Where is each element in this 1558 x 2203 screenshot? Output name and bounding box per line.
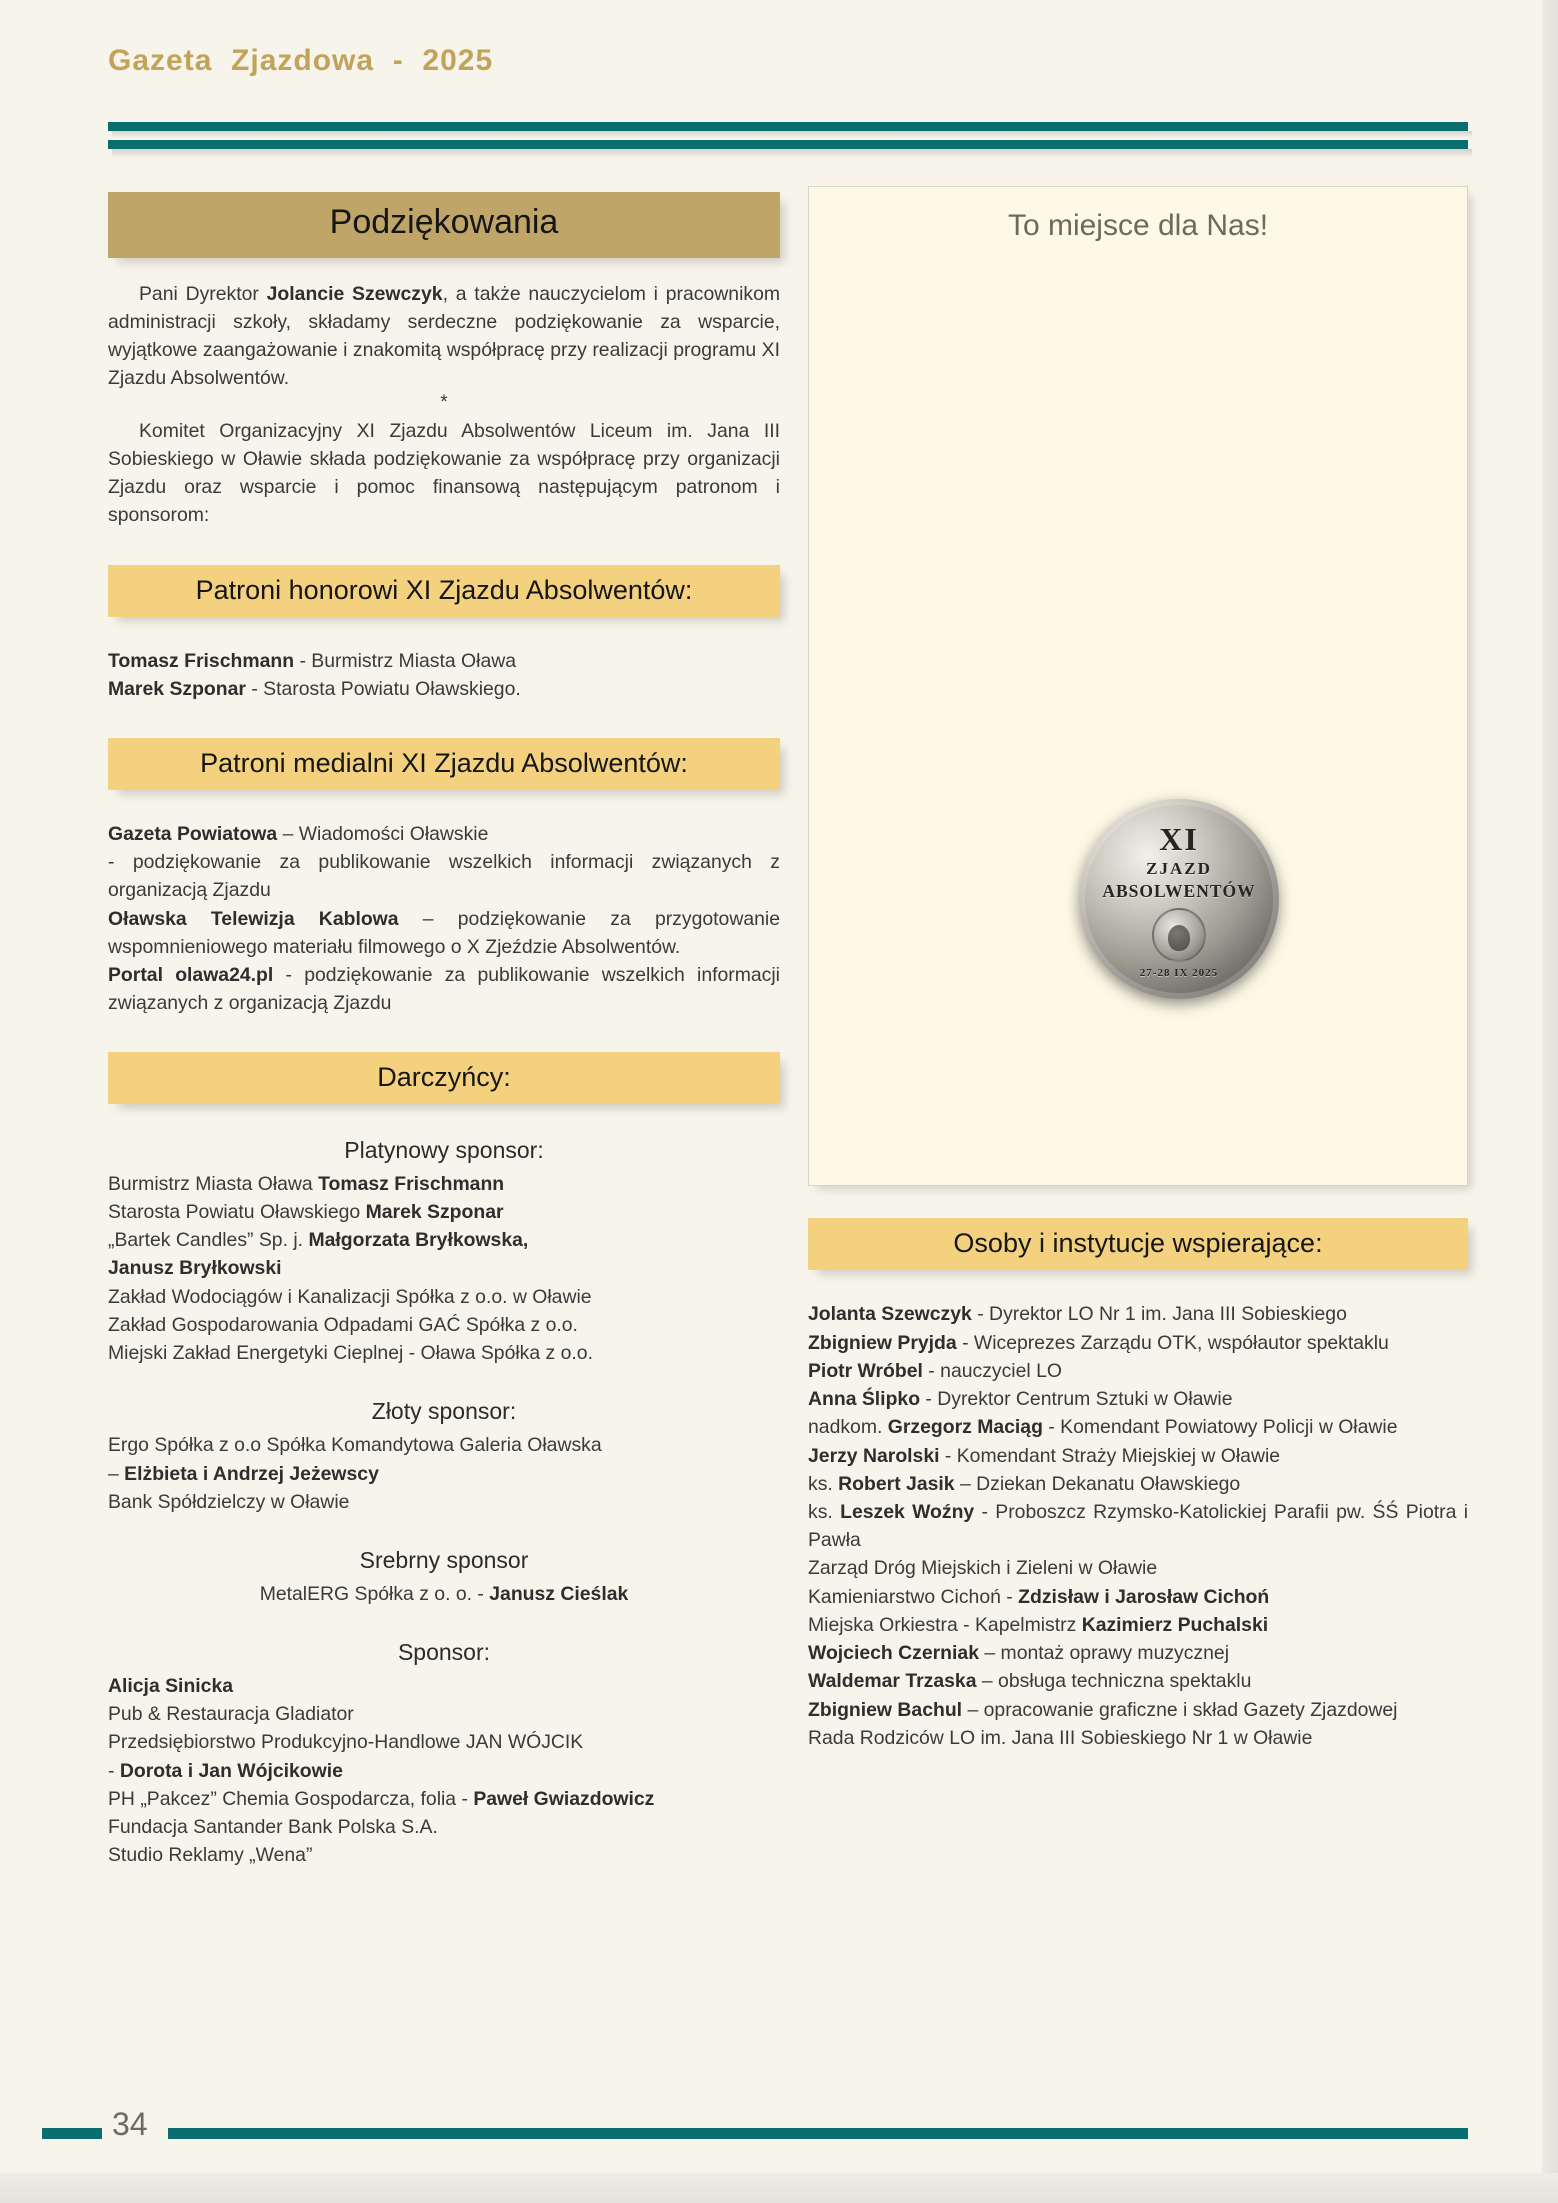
intro-bold: Jolancie Szewczyk: [266, 282, 443, 305]
list-item: Alicja Sinicka: [108, 1675, 234, 1698]
list-item: – Elżbieta i Andrzej Jeżewscy: [108, 1462, 379, 1485]
footer-page-number: 34: [112, 2106, 148, 2142]
subhead-platinum: Platynowy sponsor:: [344, 1136, 544, 1163]
list-item: Fundacja Santander Bank Polska S.A.: [108, 1816, 438, 1839]
supporters-list: [808, 1300, 1468, 1752]
right-column: [808, 186, 1468, 1752]
list-item: MetalERG Spółka z o. o. - Janusz Cieślak: [259, 1582, 629, 1605]
list-item: Anna Ślipko - Dyrektor Centrum Sztuki w Oławie: [808, 1388, 1233, 1411]
media-name: Gazeta Powiatowa: [108, 822, 278, 845]
band-patroni-honorowi: Patroni honorowi XI Zjazdu Absolwentów:: [108, 565, 780, 617]
list-item: „Bartek Candles” Sp. j. Małgorzata Bryłkowska,: [108, 1229, 529, 1252]
list-item: [108, 647, 780, 675]
subhead-sponsor: Sponsor:: [397, 1639, 491, 1666]
list-item: Pub & Restauracja Gladiator: [108, 1703, 354, 1726]
footer-dash: [42, 2128, 102, 2139]
gold-sponsor-list: [108, 1431, 780, 1516]
honorary-role: - Burmistrz Miasta Oława: [294, 650, 517, 673]
footer-rule: [168, 2128, 1468, 2139]
paragraph-separator-asterisk: *: [440, 391, 448, 413]
list-item: Miejska Orkiestra - Kapelmistrz Kazimierz Puchalski: [808, 1613, 1269, 1636]
second-paragraph: Komitet Organizacyjny XI Zjazdu Absolwentów Liceum im. Jana III Sobieskiego w Oławie składa podziękowanie za współpracę przy organizacji Zjazdu oraz wsparcie i pomoc finansową następującym patronom i sponsorom:: [108, 419, 780, 526]
band-patroni-medialni: Patroni medialni XI Zjazdu Absolwentów:: [108, 738, 780, 790]
media-name: Portal olawa24.pl: [108, 964, 274, 987]
page-edge-bottom: [0, 2173, 1558, 2203]
masthead-title: Gazeta Zjazdowa - 2025: [108, 44, 494, 77]
subhead-silver: Srebrny sponsor: [359, 1547, 529, 1573]
medal-line-3: ABSOLWENTÓW: [1102, 881, 1256, 901]
list-item: Wojciech Czerniak – montaż oprawy muzycznej: [808, 1642, 1230, 1665]
media-role: - podziękowanie za publikowanie wszelkich informacji związanych z organizacją Zjazdu: [108, 851, 780, 902]
list-item: Jerzy Narolski - Komendant Straży Miejskiej w Oławie: [808, 1444, 1281, 1467]
intro-paragraph: [108, 280, 780, 392]
list-item: [108, 820, 780, 848]
list-item: Waldemar Trzaska – obsługa techniczna spektaklu: [808, 1670, 1252, 1693]
list-item: Jolanta Szewczyk - Dyrektor LO Nr 1 im. Jana III Sobieskiego: [808, 1303, 1347, 1326]
page-edge-right: [1542, 0, 1558, 2203]
photo-caption: To miejsce dla Nas!: [1007, 209, 1269, 242]
honorary-name: Marek Szponar: [108, 678, 246, 701]
list-item: [108, 675, 780, 703]
list-item: Bank Spółdzielczy w Oławie: [108, 1490, 350, 1513]
list-item: - Dorota i Jan Wójcikowie: [108, 1759, 343, 1782]
list-item: Ergo Spółka z o.o Spółka Komandytowa Galeria Oławska: [108, 1434, 602, 1457]
media-role: – Wiadomości Oławskie: [277, 822, 489, 845]
list-item: [108, 961, 780, 1017]
section-title-podziekowania: Podziękowania: [108, 192, 780, 258]
media-name: Oławska Telewizja Kablowa: [108, 907, 399, 930]
list-item: Zakład Gospodarowania Odpadami GAĆ Spółka z o.o.: [108, 1313, 578, 1336]
list-item: Kamieniarstwo Cichoń - Zdzisław i Jarosław Cichoń: [808, 1585, 1270, 1608]
masthead-rule-shadow-bottom: [112, 149, 1472, 158]
medal-line-1: XI: [1159, 821, 1199, 857]
intro-post: , a także nauczycielom i pracownikom administracji szkoły, składamy serdeczne podziękowanie za wsparcie, wyjątkowe zaangażowanie i znakomitą współpracę przy realizacji programu XI Zjazdu Absolwentów.: [108, 282, 781, 389]
list-item: Miejski Zakład Energetyki Cieplnej - Oława Spółka z o.o.: [108, 1342, 593, 1365]
list-item: Przedsiębiorstwo Produkcyjno-Handlowe JAN WÓJCIK: [108, 1731, 584, 1754]
list-item: Zbigniew Pryjda - Wiceprezes Zarządu OTK, współautor spektaklu: [808, 1331, 1389, 1354]
left-column: [108, 192, 780, 1870]
media-role: – podziękowanie za przygotowanie wspomnieniowego materiału filmowego o X Zjeździe Absolwentów.: [108, 907, 780, 958]
media-role: - podziękowanie za publikowanie wszelkich informacji związanych z organizacją Zjazdu: [108, 964, 780, 1015]
list-item: ks. Robert Jasik – Dziekan Dekanatu Oławskiego: [808, 1472, 1241, 1495]
intro-pre: Pani Dyrektor: [139, 282, 267, 305]
masthead-rule-shadow-top: [112, 131, 1472, 138]
list-item: [108, 848, 780, 904]
list-item: Zakład Wodociągów i Kanalizacji Spółka z o.o. w Oławie: [108, 1285, 592, 1308]
list-item: [108, 905, 780, 961]
band-darczyncy: Darczyńcy:: [108, 1052, 780, 1104]
medal-date: 27-28 IX 2025: [1139, 967, 1219, 979]
list-item: Rada Rodziców LO im. Jana III Sobieskiego Nr 1 w Oławie: [808, 1726, 1313, 1749]
list-item: Starosta Powiatu Oławskiego Marek Szponar: [108, 1201, 504, 1223]
list-item: Zbigniew Bachul – opracowanie graficzne i skład Gazety Zjazdowej: [808, 1698, 1398, 1721]
platinum-sponsor-list: [108, 1170, 780, 1368]
list-item: Studio Reklamy „Wena”: [108, 1844, 313, 1867]
list-item: ks. Leszek Woźny - Proboszcz Rzymsko-Katolickiej Parafii pw. ŚŚ Piotra i Pawła: [808, 1500, 1469, 1552]
honorary-patrons-list: [108, 647, 780, 703]
list-item: nadkom. Grzegorz Maciąg - Komendant Powiatowy Policji w Oławie: [808, 1416, 1398, 1439]
honorary-role: - Starosta Powiatu Oławskiego.: [245, 678, 521, 701]
list-item: Piotr Wróbel - nauczyciel LO: [808, 1359, 1062, 1382]
sponsor-list: [108, 1672, 780, 1870]
list-item: Burmistrz Miasta Oława Tomasz Frischmann: [108, 1172, 505, 1195]
masthead-rule-bottom: [108, 140, 1468, 149]
list-item: Zarząd Dróg Miejskich i Zieleni w Oławie: [808, 1557, 1158, 1580]
media-patrons-list: [108, 820, 780, 1018]
list-item: Janusz Bryłkowski: [108, 1257, 282, 1280]
silver-sponsor-list: [108, 1580, 780, 1608]
list-item: PH „Pakcez” Chemia Gospodarcza, folia - Paweł Gwiazdowicz: [108, 1787, 655, 1810]
medal-line-2: ZJAZD: [1146, 859, 1212, 878]
honorary-name: Tomasz Frischmann: [108, 650, 295, 673]
medal-portrait-seal-icon: [1152, 908, 1206, 962]
subhead-gold: Złoty sponsor:: [371, 1398, 517, 1425]
band-osoby-instytucje: Osoby i instytucje wspierające:: [808, 1218, 1468, 1270]
masthead-rule-top: [108, 122, 1468, 131]
photo-placeholder-box: [808, 186, 1468, 1186]
medal-badge-icon: [1079, 799, 1279, 999]
